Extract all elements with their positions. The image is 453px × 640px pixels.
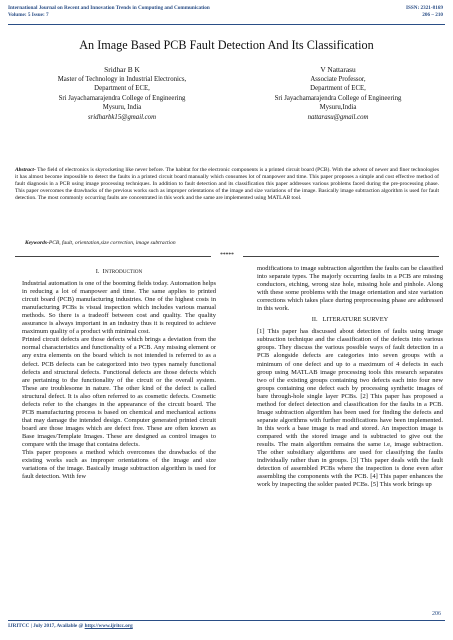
author-college: Sri Jayachamarajendra College of Engineering: [274, 94, 402, 102]
abstract: [15, 167, 439, 202]
journal-name: International Journal on Recent and Innovation Trends in Computing and Communication: [8, 5, 210, 11]
paper-title: An Image Based PCB Fault Detection And Its Classification: [79, 38, 374, 52]
author-department: Department of ECE,: [310, 85, 366, 93]
paragraph: Printed circuit defects are those defects which brings a deviation from the normal characteristics and functionality of a PCB. Any missing element or any extra elements on the board which is not intended is referred to as a defect. PCB defects can be categorized into two types namely functional defects and structural defects. Functional defects are those defects which are pertaining to the functionality of the circuit or the overall system. These are troublesome in nature. The other kind of the defect is called structural defect. It is also often referred to as cosmetic defects. Cosmetic defects refer to the changes in the appearance of the circuit board. The PCB manufacturing process is based on chemical and mechanical actions that may damage the intended design. Computer generated printed circuit board are those images which are defect free. These are often known as Base images/Template Images. These are designed as control images to compare with the image that contains defects.: [22, 336, 216, 448]
author-email: sridharbk15@gmail.com: [88, 113, 156, 121]
section-number: I.: [95, 268, 100, 275]
keywords-text: PCB, fault, orientation,size correction, image subtraction: [48, 240, 176, 246]
author-name: V Nattarasu: [320, 65, 356, 74]
journal-link[interactable]: http://www.ijritcc.org: [84, 623, 133, 629]
author-affiliation: Associate Professor,: [310, 75, 366, 83]
journal-header: [8, 5, 210, 19]
section-heading-introduction: [22, 268, 216, 276]
author-college: Sri Jayachamarajendra College of Engineering: [58, 94, 186, 102]
paragraph: modifications to image subtraction algorithm the faults can be classified into separate types. The majorly occurring faults in a PCB are missing conductors, etching, wrong size hole, missing hole and pinhole. Along with these some problems with the image orientation and size variation corrections which takes place during preprocessing phase are addressed in this work.: [257, 265, 443, 313]
header-rule: [8, 24, 445, 25]
section-title: LITERATURE SURVEY: [322, 316, 389, 324]
paragraph: [1] This paper has discussed about detection of faults using image subtraction technique and the classification of the defects into various groups. They discuss the various possible ways of fault detection in a PCB alongside defects are categories into seven groups with a minimum of one defect and up to a maximum of 4 defects in each group using MATLAB image processing tools this research separates two of the existing groups containing two defects each into four new groups containing one defect each by processing synthetic images of bare through-hole single layer PCBs. [2] This paper has proposed a method for defect detection and classification for the faults in a PCB. Image subtraction algorithm has been used for finding the defects and separate algorithms with further modifications have been implemented. In this work a base image is read and stored. An inspection image is compared with the stored image and is subtracted to give out the results. The main algorithm remains the same i.e, image subtraction. The other subsidiary algorithms are used for classifying the faults individually rather than in groups. [3] This paper deals with the fault detection of assembled PCBs where the inspection is done even after assembling the components with the PCB. [4] This paper enhances the work by inspecting the solder pasted PCBs. [5] This work brings up: [257, 328, 443, 489]
abstract-label: Abstract-: [15, 167, 36, 173]
issn-header: [406, 5, 443, 19]
section-title-rest: NTRODUCTION: [104, 269, 143, 275]
footer: [8, 623, 133, 630]
footer-text: IJRITCC | July 2017, Available @: [8, 623, 85, 629]
author-location: Mysuru, India: [102, 104, 142, 112]
footer-rule: [8, 620, 445, 621]
separator-rule-right: [243, 256, 439, 257]
abstract-text: The field of electronics is skyrocketing like never before. The habitat for the electronic components is a printed circuit board (PCB). With the advent of newer and finer technologies it has almost become impossible to detect the faults in a printed circuit board manually which consumes lot of manpower and time. This paper proposes a simple and cost effective method of fault diagnosis in a PCB using image processing techniques. In addition to fault detection and its classification this paper addresses various problems faced during the pre-processing phase. This paper overcomes the drawbacks of the previous works such as improper orientations of the image and size variations of the image. Basically image subtraction algorithm is used for fault detection. The most commonly occurring faults are concentrated in this work and the same are implemented using MATLAB tool.: [15, 167, 439, 202]
author-location: Mysuru,India: [319, 104, 357, 112]
left-column: [22, 265, 216, 481]
author-department: Department of ECE,: [94, 85, 150, 93]
author-email: nattarasu@gmail.com: [307, 113, 369, 121]
right-column: [257, 265, 443, 489]
issn: ISSN: 2321-8169: [405, 5, 443, 11]
author-block-2: [238, 65, 438, 123]
paragraph: Industrial automation is one of the booming fields today. Automation helps in reducing a lot of manpower and time. The same applies to printed circuit board (PCB) manufacturing industries. One of the highest costs in manufacturing PCBs is visual inspection which includes various manual methods. So there is a tradeoff between cost and quality. The quality assurance is always important in an industry thus it is required to achieve maximum quality of a product with minimal cost.: [22, 280, 216, 336]
page-number: 206: [432, 611, 441, 617]
author-affiliation: Master of Technology in Industrial Electronics,: [57, 75, 187, 83]
section-heading-literature-survey: [257, 316, 443, 324]
author-name: Sridhar B K: [104, 65, 140, 74]
keywords-label: Keywords-: [25, 240, 49, 246]
volume-issue: Volume: 5 Issue: 7: [8, 12, 49, 18]
author-block-1: [24, 65, 220, 123]
section-title-initial: I: [102, 268, 105, 275]
paragraph: This paper proposes a method which overcomes the drawbacks of the existing works such as improper orientations of the image and size variations of the image. Basically image subtraction algorithm is used for fault detection. With few: [22, 449, 216, 481]
section-separator: [15, 252, 439, 259]
page-range: 206 – 210: [422, 12, 443, 18]
keywords: [25, 240, 435, 247]
separator-stars: *****: [220, 252, 234, 258]
section-number: II.: [311, 316, 318, 324]
